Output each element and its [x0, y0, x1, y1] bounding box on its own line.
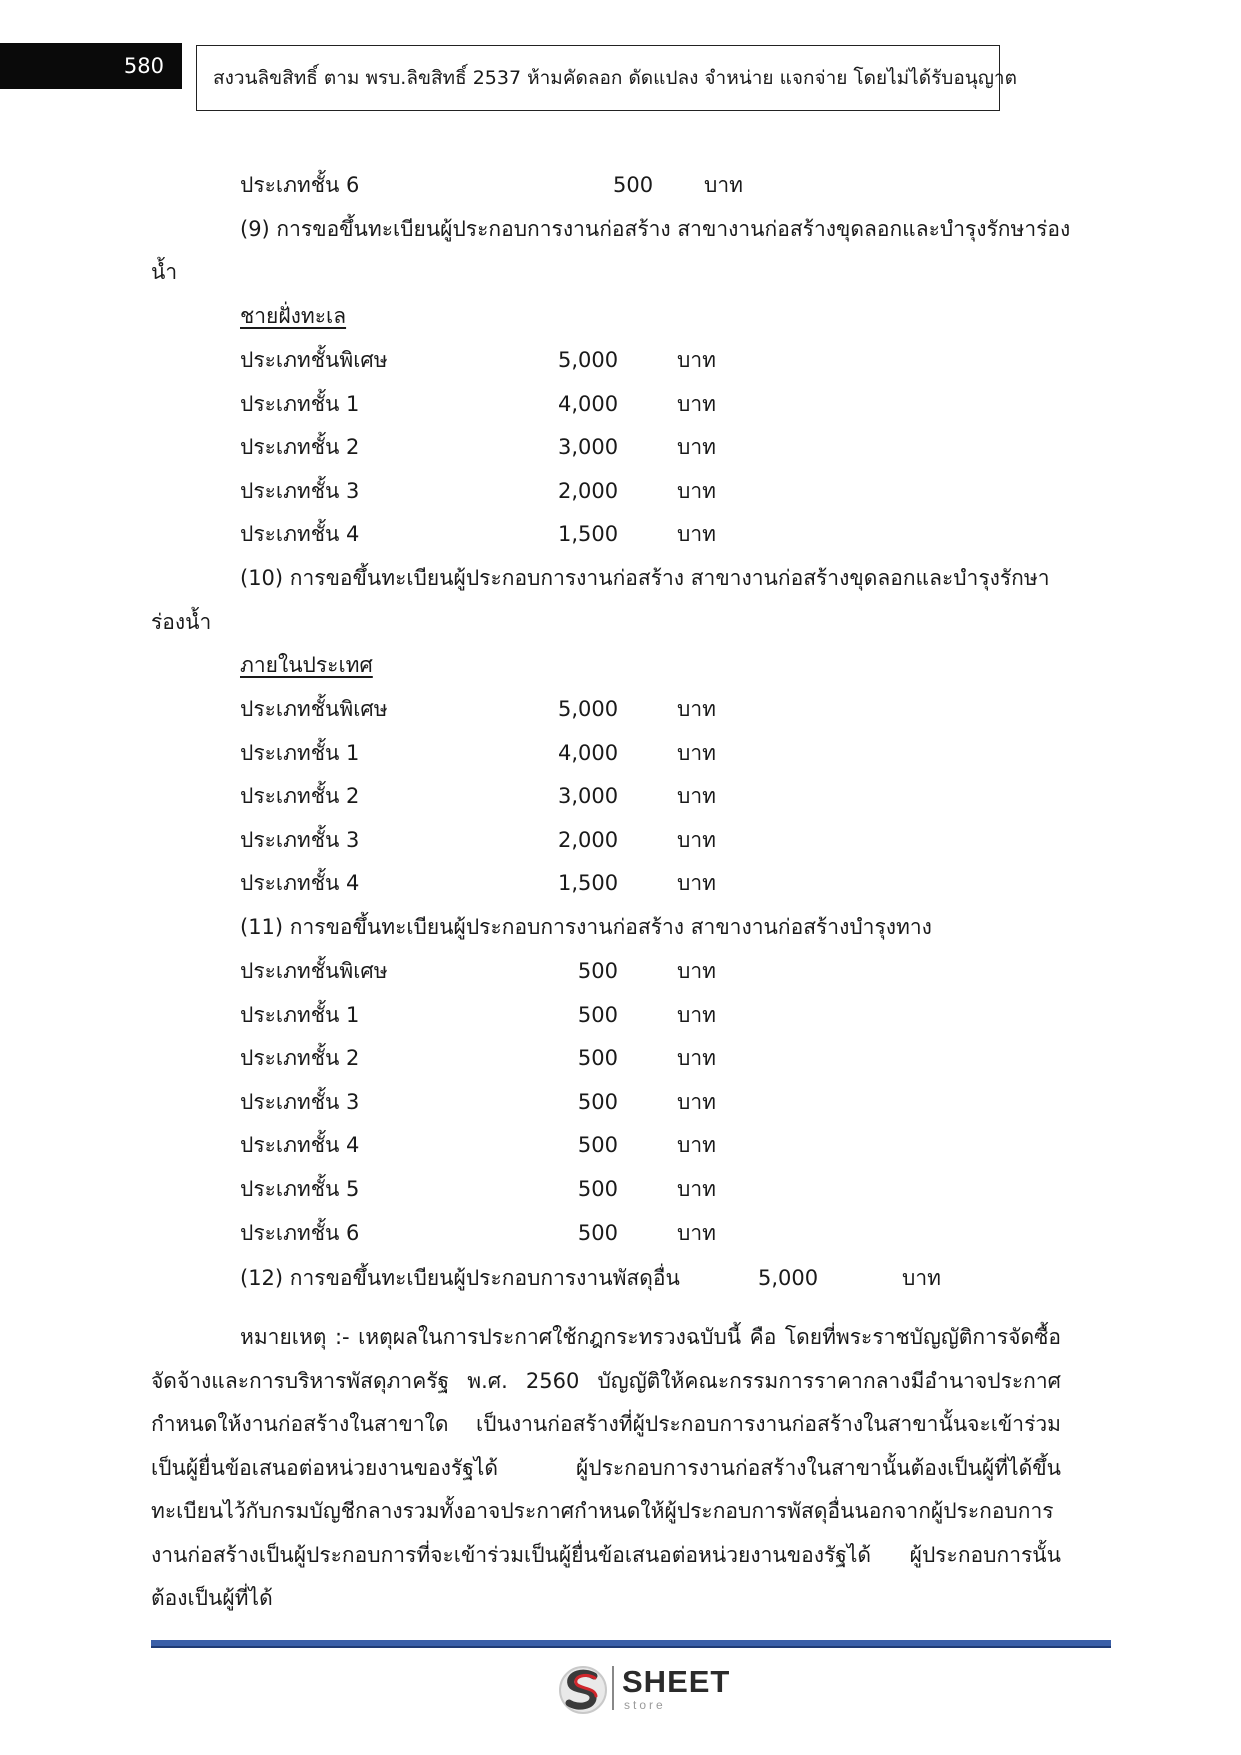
section-9-row-label: ประเภทชั้นพิเศษ	[240, 348, 388, 372]
logo-text: SHEET	[622, 1664, 731, 1699]
section-11-row-amount: 500	[577, 959, 618, 983]
section-11-row-amount: 500	[577, 1002, 618, 1027]
page-number: 580	[0, 43, 182, 89]
section-11-row-currency: บาท	[677, 1089, 716, 1114]
section-10-row-label: ประเภทชั้น 4	[240, 871, 360, 896]
section-12-amount: 5,000	[758, 1266, 819, 1290]
section-9-row-label: ประเภทชั้น 2	[240, 435, 360, 460]
section-9-row-amount: 2,000	[558, 478, 619, 503]
section-9-row-amount: 5,000	[558, 348, 619, 372]
section-11-row-label: ประเภทชั้นพิเศษ	[240, 959, 388, 983]
section-9-row-label: ประเภทชั้น 4	[240, 522, 360, 547]
section-10-row-amount: 4,000	[558, 740, 619, 765]
section-10-row-currency: บาท	[677, 697, 716, 721]
section-10-row-amount: 1,500	[558, 871, 619, 896]
section-10-row-currency: บาท	[677, 827, 716, 852]
section-12-title: (12) การขอขึ้นทะเบียนผู้ประกอบการงานพัสดุอื่น	[240, 1266, 680, 1290]
section-11-row-currency: บาท	[677, 1133, 716, 1158]
section-9-row-label: ประเภทชั้น 3	[240, 478, 360, 503]
note-text: หมายเหตุ :- เหตุผลในการประกาศใช้กฎกระทรวงฉบับนี้ คือ โดยที่พระราชบัญญัติการจัดซื้อจัดจ้างและการบริหารพัสดุภาครัฐ พ.ศ. 2560 บัญญัติให้คณะกรรมการราคากลางมีอำนาจประกาศกำหนดให้งานก่อสร้างในสาขาใด เป็นงานก่อสร้างที่ผู้ประกอบการงานก่อสร้างในสาขานั้นจะเข้าร่วมเป็นผู้ยื่นข้อเสนอต่อหน่วยงานของรัฐได้ ผู้ประกอบการงานก่อสร้างในสาขานั้นต้องเป็นผู้ที่ได้ขึ้นทะเบียนไว้กับกรมบัญชีกลางรวมทั้งอาจประกาศกำหนดให้ผู้ประกอบการพัสดุอื่นนอกจากผู้ประกอบการงานก่อสร้างเป็นผู้ประกอบการที่จะเข้าร่วมเป็นผู้ยื่นข้อเสนอต่อหน่วยงานของรัฐได้ ผู้ประกอบการนั้นต้องเป็นผู้ที่ได้	[151, 1325, 1061, 1610]
section-9-row-amount: 3,000	[558, 435, 619, 460]
section-9-row-currency: บาท	[677, 478, 716, 503]
section-9-row-currency: บาท	[677, 435, 716, 460]
section-10-row-currency: บาท	[677, 740, 716, 765]
section-9-row-currency: บาท	[677, 391, 716, 416]
section-11-row-label: ประเภทชั้น 4	[240, 1133, 360, 1158]
section-9-row-amount: 4,000	[558, 391, 619, 416]
section-9-title-cont: น้ำ	[151, 260, 178, 284]
section-10-title-cont: ร่องน้ำ	[151, 610, 212, 634]
section-11-row-amount: 500	[577, 1046, 618, 1071]
section-9-subheading: ชายฝั่งทะเล	[240, 304, 347, 328]
section-9-row-amount: 1,500	[558, 522, 619, 547]
section-10-row-label: ประเภทชั้น 2	[240, 784, 360, 809]
section-9-title: (9) การขอขึ้นทะเบียนผู้ประกอบการงานก่อสร้าง สาขางานก่อสร้างขุดลอกและบำรุงรักษาร่อง	[240, 217, 1071, 241]
section-10-row-currency: บาท	[677, 784, 716, 809]
section-11-row-amount: 500	[577, 1220, 618, 1245]
footer-rule	[151, 1640, 1111, 1648]
section-11-row-label: ประเภทชั้น 1	[240, 1002, 360, 1027]
section-11-row-label: ประเภทชั้น 6	[240, 1220, 360, 1245]
section-10-row-currency: บาท	[677, 871, 716, 896]
section-11-row-amount: 500	[577, 1089, 618, 1114]
logo-divider	[612, 1666, 614, 1710]
section-11-title: (11) การขอขึ้นทะเบียนผู้ประกอบการงานก่อสร้าง สาขางานก่อสร้างบำรุงทาง	[240, 915, 932, 939]
section-12-currency: บาท	[902, 1266, 941, 1290]
section-10-row-label: ประเภทชั้น 1	[240, 740, 360, 765]
section-10-row-amount: 3,000	[558, 784, 619, 809]
currency-unit: บาท	[704, 173, 743, 197]
fee-amount: 500	[613, 173, 654, 197]
section-11-row-amount: 500	[577, 1177, 618, 1201]
logo-subtext: store	[624, 1698, 666, 1712]
section-10-subheading: ภายในประเทศ	[240, 653, 373, 677]
section-11-row-currency: บาท	[677, 959, 716, 983]
section-11-row-amount: 500	[577, 1133, 618, 1158]
section-11-row-currency: บาท	[677, 1177, 716, 1201]
sheet-store-logo-icon	[558, 1664, 608, 1716]
section-9-row-label: ประเภทชั้น 1	[240, 391, 360, 416]
section-10-title: (10) การขอขึ้นทะเบียนผู้ประกอบการงานก่อสร้าง สาขางานก่อสร้างขุดลอกและบำรุงรักษา	[240, 566, 1050, 590]
section-11-row-label: ประเภทชั้น 5	[240, 1177, 360, 1201]
section-11-row-currency: บาท	[677, 1046, 716, 1071]
copyright-notice: สงวนลิขสิทธิ์ ตาม พรบ.ลิขสิทธิ์ 2537 ห้ามคัดลอก ดัดแปลง จำหน่าย แจกจ่าย โดยไม่ได้รับอนุญาต	[196, 45, 1000, 111]
section-11-row-label: ประเภทชั้น 2	[240, 1046, 360, 1071]
section-9-row-currency: บาท	[677, 522, 716, 547]
fee-label: ประเภทชั้น 6	[240, 173, 360, 197]
section-10-row-label: ประเภทชั้น 3	[240, 827, 360, 852]
section-10-row-label: ประเภทชั้นพิเศษ	[240, 697, 388, 721]
note-paragraph	[151, 1316, 1061, 1621]
section-11-row-currency: บาท	[677, 1002, 716, 1027]
section-11-row-currency: บาท	[677, 1220, 716, 1245]
section-10-row-amount: 5,000	[558, 697, 619, 721]
section-10-row-amount: 2,000	[558, 827, 619, 852]
section-11-row-label: ประเภทชั้น 3	[240, 1089, 360, 1114]
section-9-row-currency: บาท	[677, 348, 716, 372]
